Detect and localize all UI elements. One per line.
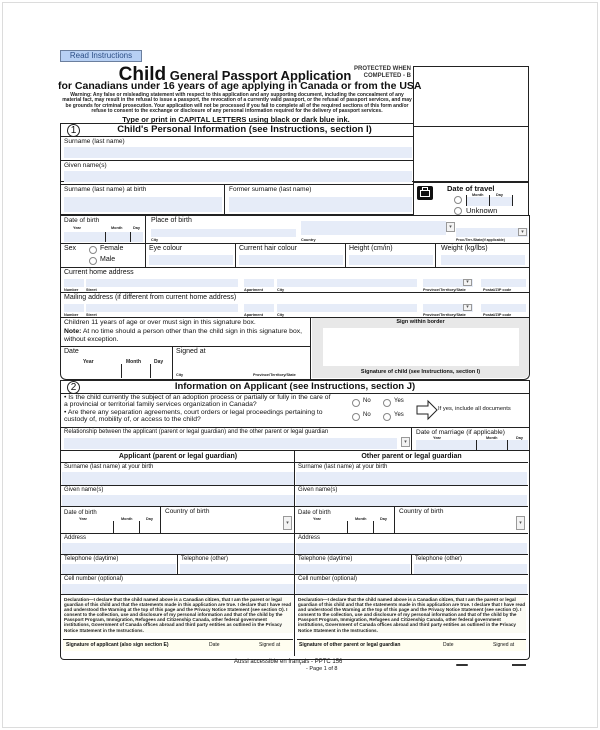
section-number-1: 1 [67, 124, 80, 137]
mail-postal-label: Postal/ZIP code [483, 313, 512, 317]
section-1-title: Child's Personal Information (see Instructions, section I) [117, 124, 372, 135]
home-address-label: Current home address [64, 269, 134, 276]
other-tel-day-input[interactable] [296, 564, 410, 574]
child-sign-date-input[interactable] [64, 366, 170, 377]
applicant-cell-input[interactable] [62, 584, 294, 594]
dob-month-label: Month [111, 226, 123, 230]
other-declaration: Declaration—I declare that the child named above is a Canadian citizen, that I am the parent or legal guardian of this child and that the statements made in this application are true. I declare that I have read and understood the Warning at the top of this page and the Privacy Notice Statement (see section O). I consent to the collection, use and disclosure of my personal information and that of the child by the Passport Program, Immigration, Refugees and Citizenship Canada, other federal government institutions, Government of Canada offices abroad and third party entities as outlined in the Privacy Notice Statement in the Instructions. [298, 597, 526, 633]
other-dob-year: Year [313, 517, 322, 521]
birth-province-dropdown-icon[interactable]: ▾ [518, 228, 527, 236]
mail-street-input[interactable] [86, 304, 238, 312]
sex-label: Sex [64, 245, 77, 252]
marriage-date-input[interactable] [416, 440, 528, 450]
date-of-travel-box [413, 182, 529, 216]
home-apartment-label: Apartment [244, 288, 263, 292]
tick [466, 195, 467, 206]
other-signed-at-label: Signed at [493, 642, 515, 648]
applicant-country-select[interactable] [165, 516, 280, 532]
sign-note-text: Children 11 years of age or over must sign in this signature box. [64, 319, 256, 326]
home-address-row [60, 268, 530, 293]
tick [130, 232, 131, 242]
other-dob-month: Month [355, 517, 367, 521]
tick [347, 521, 348, 533]
child-signature-note [61, 318, 311, 347]
tick [512, 195, 513, 206]
photo-divider [413, 126, 529, 127]
other-surname-row [295, 463, 528, 486]
read-instructions-button[interactable]: Read Instructions [60, 50, 142, 62]
home-city-label: City [277, 288, 285, 292]
child-sign-date-label: Date [64, 348, 79, 355]
other-dob-day: Day [380, 517, 387, 521]
applicant-dob-month: Month [121, 517, 133, 521]
date-of-travel-label: Date of travel [447, 184, 495, 193]
mail-province-label: Province/Territory/State [423, 313, 466, 317]
eye-colour-label: Eye colour [149, 245, 183, 252]
applicant-address-label: Address [64, 535, 87, 541]
child-signature-section [60, 318, 530, 380]
applicant-signed-at-label: Signed at [259, 642, 281, 648]
marriage-day-label: Day [516, 436, 523, 440]
former-surname-input[interactable] [229, 197, 412, 212]
mail-province-dropdown-icon[interactable]: ▾ [463, 304, 472, 311]
other-tel-day-label: Telephone (daytime) [298, 556, 353, 562]
weight-label: Weight (kg/lbs) [441, 245, 488, 252]
mail-postal-input[interactable] [481, 304, 526, 312]
surname-input[interactable] [64, 147, 412, 158]
other-parent-heading: Other parent or legal guardian [295, 451, 528, 463]
place-of-birth-label: Place of birth [151, 217, 192, 224]
applicant-questions [60, 394, 530, 428]
warning-text: Warning: Any false or misleading statement with respect to this application and any supporting document, including the concealment of any material fact, may result in the refusal to issue a passport, the revocation of a currently valid passport, or the refusal of passport services, and may be grounds for criminal prosecution. Your application will not be processed if you fail to complete all of the required sections of this form and/or refuse to consent to the exchange or disclosure of any personal information required for the delivery of passport services. [62, 92, 412, 115]
mail-apartment-label: Apartment [244, 313, 263, 317]
applicant-given-input[interactable] [62, 495, 294, 506]
child-sign-month-label: Month [126, 359, 141, 365]
home-postal-label: Postal/ZIP code [483, 288, 512, 292]
mail-street-label: Street [86, 313, 97, 317]
type-print-instruction: Type or print in CAPITAL LETTERS using black or dark blue ink. [122, 115, 350, 124]
other-dob-label: Date of birth [298, 510, 331, 516]
form-subtitle: for Canadians under 16 years of age applying in Canada or from the USA [58, 80, 422, 92]
tick [373, 521, 374, 533]
sex-female-label: Female [100, 245, 124, 252]
dob-year-label: Year [73, 226, 82, 230]
marriage-month-label: Month [486, 436, 498, 440]
birth-city-label: City [151, 238, 159, 242]
applicant-address-input[interactable] [62, 543, 294, 554]
height-label: Height (cm/in) [349, 245, 393, 252]
tick [113, 521, 114, 533]
birth-surname-row [60, 185, 414, 215]
applicant-signature-line[interactable] [63, 639, 293, 651]
relationship-dropdown-icon[interactable]: ▾ [401, 437, 410, 447]
q2-yes-label: Yes [394, 412, 404, 418]
relationship-select[interactable] [64, 438, 397, 449]
home-number-input[interactable] [64, 279, 84, 287]
eye-colour-cell [146, 244, 236, 267]
home-street-input[interactable] [86, 279, 238, 287]
applicant-surname-input[interactable] [62, 472, 294, 485]
question-adoption: • Is the child currently the subject of an adoption process or partially or fully in the care of a provincial or territorial family services organization in Canada? [64, 394, 331, 408]
other-country-dropdown-icon[interactable]: ▾ [516, 516, 525, 530]
applicant-address-row [61, 534, 295, 555]
other-tel-other-input[interactable] [414, 564, 527, 574]
child-sign-date-cell [61, 347, 173, 380]
other-given-row [295, 486, 528, 507]
question-custody: • Are there any separation agreements, court orders or legal proceedings pertaining to custody of, mobility of, or access to the child? [64, 409, 323, 423]
other-cell-input[interactable] [296, 584, 527, 594]
child-signed-at-input[interactable] [176, 359, 308, 371]
other-given-input[interactable] [296, 495, 527, 506]
applicant-surname-label: Surname (last name) at your birth [64, 464, 154, 470]
child-signed-prov-label: Province/Territory/State [253, 373, 296, 377]
home-city-input[interactable] [277, 279, 417, 287]
other-signature-label: Signature of other parent or legal guardian [299, 642, 401, 648]
applicant-dob-input[interactable] [62, 523, 160, 533]
other-signature-line[interactable] [297, 639, 526, 651]
applicant-phone-row [61, 555, 295, 575]
mail-city-input[interactable] [277, 304, 417, 312]
marriage-year-label: Year [433, 436, 442, 440]
applicant-cell-row [61, 575, 295, 595]
applicant-surname-row [61, 463, 295, 486]
birth-province-label: Prov./Terr./State(if applicable) [456, 238, 505, 242]
birth-country-dropdown-icon[interactable]: ▾ [446, 222, 455, 232]
weight-input[interactable] [441, 255, 525, 265]
sex-male-radio[interactable] [89, 257, 97, 265]
given-names-label: Given name(s) [64, 162, 107, 169]
tick [121, 364, 122, 378]
tick [150, 364, 151, 378]
other-country-select[interactable] [399, 516, 514, 532]
other-birth-row [295, 507, 528, 534]
height-input[interactable] [349, 255, 433, 265]
q1-no-label: No [363, 398, 371, 404]
travel-day-label: Day [496, 193, 503, 197]
other-given-label: Given name(s) [298, 487, 338, 493]
mail-city-label: City [277, 313, 285, 317]
home-apartment-input[interactable] [244, 279, 274, 287]
home-postal-input[interactable] [481, 279, 526, 287]
home-street-label: Street [86, 288, 97, 292]
if-yes-include-documents: If yes, include all documents [438, 406, 511, 412]
tick [139, 521, 140, 533]
other-phone-row [295, 555, 528, 575]
child-signed-at-label: Signed at [176, 348, 206, 355]
applicant-tel-day-cell [61, 555, 178, 574]
other-sig-date-label: Date [443, 642, 454, 648]
mailing-address-label: Mailing address (if different from current home address) [64, 294, 237, 301]
relationship-cell [61, 428, 412, 450]
given-names-row [60, 161, 414, 185]
dob-input[interactable] [64, 232, 143, 242]
q2-yes-radio[interactable] [383, 413, 391, 421]
tick [489, 195, 490, 206]
child-signed-city-label: City [176, 373, 184, 377]
other-cell-row [295, 575, 528, 595]
other-dob-cell [295, 507, 395, 533]
other-address-label: Address [298, 535, 321, 541]
height-cell [346, 244, 436, 267]
sex-cell [61, 244, 146, 267]
other-parent-column [295, 451, 530, 656]
mail-number-label: Number [64, 313, 79, 317]
surname-row [60, 137, 414, 161]
section-1-header [60, 123, 414, 137]
section-2-header [60, 380, 530, 394]
applicant-given-row [61, 486, 295, 507]
hair-colour-input[interactable] [239, 255, 343, 265]
applicant-column [60, 451, 295, 656]
child-sign-year-label: Year [83, 359, 94, 365]
mail-apartment-input[interactable] [244, 304, 274, 312]
tick [476, 440, 477, 450]
travel-date-radio[interactable] [454, 196, 462, 204]
home-number-label: Number [64, 288, 79, 292]
birth-info-row [60, 215, 530, 244]
q2-no-label: No [363, 412, 371, 418]
sign-within-border-label: Sign within border [396, 319, 445, 325]
applicant-country-label: Country of birth [165, 508, 210, 515]
sex-male-label: Male [100, 256, 116, 263]
surname-at-birth-input[interactable] [64, 197, 222, 212]
q1-yes-radio[interactable] [383, 399, 391, 407]
birth-country-select[interactable] [301, 221, 446, 235]
surname-at-birth-label: Surname (last name) at birth [64, 186, 147, 193]
former-surname-label: Former surname (last name) [229, 186, 312, 193]
arrow-right-icon [416, 399, 438, 421]
child-signature-label: Signature of child (see Instructions, section I) [360, 369, 481, 375]
home-province-label: Province/Territory/State [423, 288, 466, 292]
page-number: - Page 1 of 8 [306, 666, 338, 672]
applicant-dob-cell [61, 507, 161, 533]
child-sign-day-label: Day [154, 359, 164, 365]
section-2-title: Information on Applicant (see Instructions, section J) [174, 381, 416, 392]
marriage-date-label: Date of marriage (if applicable) [416, 429, 505, 436]
relationship-row [60, 428, 530, 451]
child-signature-box[interactable] [323, 328, 519, 366]
q2-no-radio[interactable] [352, 413, 360, 421]
birth-city-input[interactable] [151, 229, 296, 237]
birth-country-label: Country [301, 238, 316, 242]
applicant-tel-day-input[interactable] [62, 564, 176, 574]
tick [105, 232, 106, 242]
other-address-input[interactable] [296, 543, 527, 554]
other-tel-day-cell [295, 555, 412, 574]
title-child: Child [118, 64, 167, 85]
travel-month-label: Month [472, 193, 484, 197]
other-cell-label: Cell number (optional) [298, 576, 358, 582]
protected-label: PROTECTED WHEN COMPLETED - B [354, 66, 411, 79]
french-availability: Aussi accessible en français - PPTC 156 [234, 659, 343, 665]
sign-note-rest: At no time should a person other than the child sign in this signature box, without exception. [64, 327, 303, 344]
suitcase-icon [417, 186, 433, 200]
other-address-row [295, 534, 528, 555]
applicant-tel-day-label: Telephone (daytime) [64, 556, 119, 562]
applicant-declaration: Declaration—I declare that the child named above is a Canadian citizen, that I am the parent or legal guardian of this child and that the statements made in this application are true. I declare that I have read and understood the Warning at the top of this page and the Privacy Notice Statement (see section O). I consent to the collection, use and disclosure of my personal information and that of the child by the Passport Program, Immigration, Refugees and Citizenship Canada, other federal government institutions, Government of Canada offices abroad and third party entities as outlined in the Privacy Notice Statement in the Instructions. [64, 597, 292, 633]
q1-no-radio[interactable] [352, 399, 360, 407]
q1-yes-label: Yes [394, 398, 404, 404]
other-country-label: Country of birth [399, 508, 444, 515]
eye-colour-input[interactable] [149, 255, 233, 265]
applicant-tel-other-input[interactable] [180, 564, 294, 574]
canada-wordmark-fragment [512, 664, 526, 666]
dob-day-label: Day [133, 226, 140, 230]
dob-cell [61, 216, 146, 243]
given-names-input[interactable] [64, 171, 412, 182]
hair-colour-label: Current hair colour [239, 245, 297, 252]
child-signed-at-cell [173, 347, 311, 380]
sign-note-bold: Note: [64, 327, 82, 335]
dob-label: Date of birth [64, 217, 100, 224]
child-signature-panel [312, 318, 529, 378]
applicant-heading: Applicant (parent or legal guardian) [61, 451, 295, 463]
applicant-sig-date-label: Date [209, 642, 220, 648]
photo-area [413, 66, 529, 182]
other-surname-input[interactable] [296, 472, 527, 485]
canada-wordmark-fragment [456, 664, 468, 666]
applicant-given-label: Given name(s) [64, 487, 104, 493]
applicant-country-dropdown-icon[interactable]: ▾ [283, 516, 292, 530]
applicant-dob-label: Date of birth [64, 510, 97, 516]
physical-row [60, 244, 530, 268]
surname-at-birth-cell [61, 185, 225, 214]
hair-colour-cell [236, 244, 346, 267]
title-rest: General Passport Application [166, 68, 352, 83]
sex-female-radio[interactable] [89, 246, 97, 254]
surname-label: Surname (last name) [64, 138, 125, 145]
other-dob-input[interactable] [296, 523, 394, 533]
applicant-tel-other-label: Telephone (other) [181, 556, 229, 562]
relationship-label: Relationship between the applicant (parent or legal guardian) and the other parent or legal guardian [64, 429, 329, 435]
mail-number-input[interactable] [64, 304, 84, 312]
section-number-2: 2 [67, 381, 80, 394]
travel-unknown-label: Unknown [466, 206, 498, 215]
other-surname-label: Surname (last name) at your birth [298, 464, 388, 470]
applicant-dob-year: Year [79, 517, 88, 521]
applicant-birth-row [61, 507, 295, 534]
applicant-signature-label: Signature of applicant (also sign section E) [66, 642, 169, 648]
other-tel-other-label: Telephone (other) [415, 556, 463, 562]
tick [507, 440, 508, 450]
travel-unknown-radio[interactable] [454, 207, 462, 215]
mailing-address-row [60, 293, 530, 318]
applicant-cell-label: Cell number (optional) [64, 576, 124, 582]
applicant-dob-day: Day [146, 517, 153, 521]
home-province-dropdown-icon[interactable]: ▾ [463, 279, 472, 286]
